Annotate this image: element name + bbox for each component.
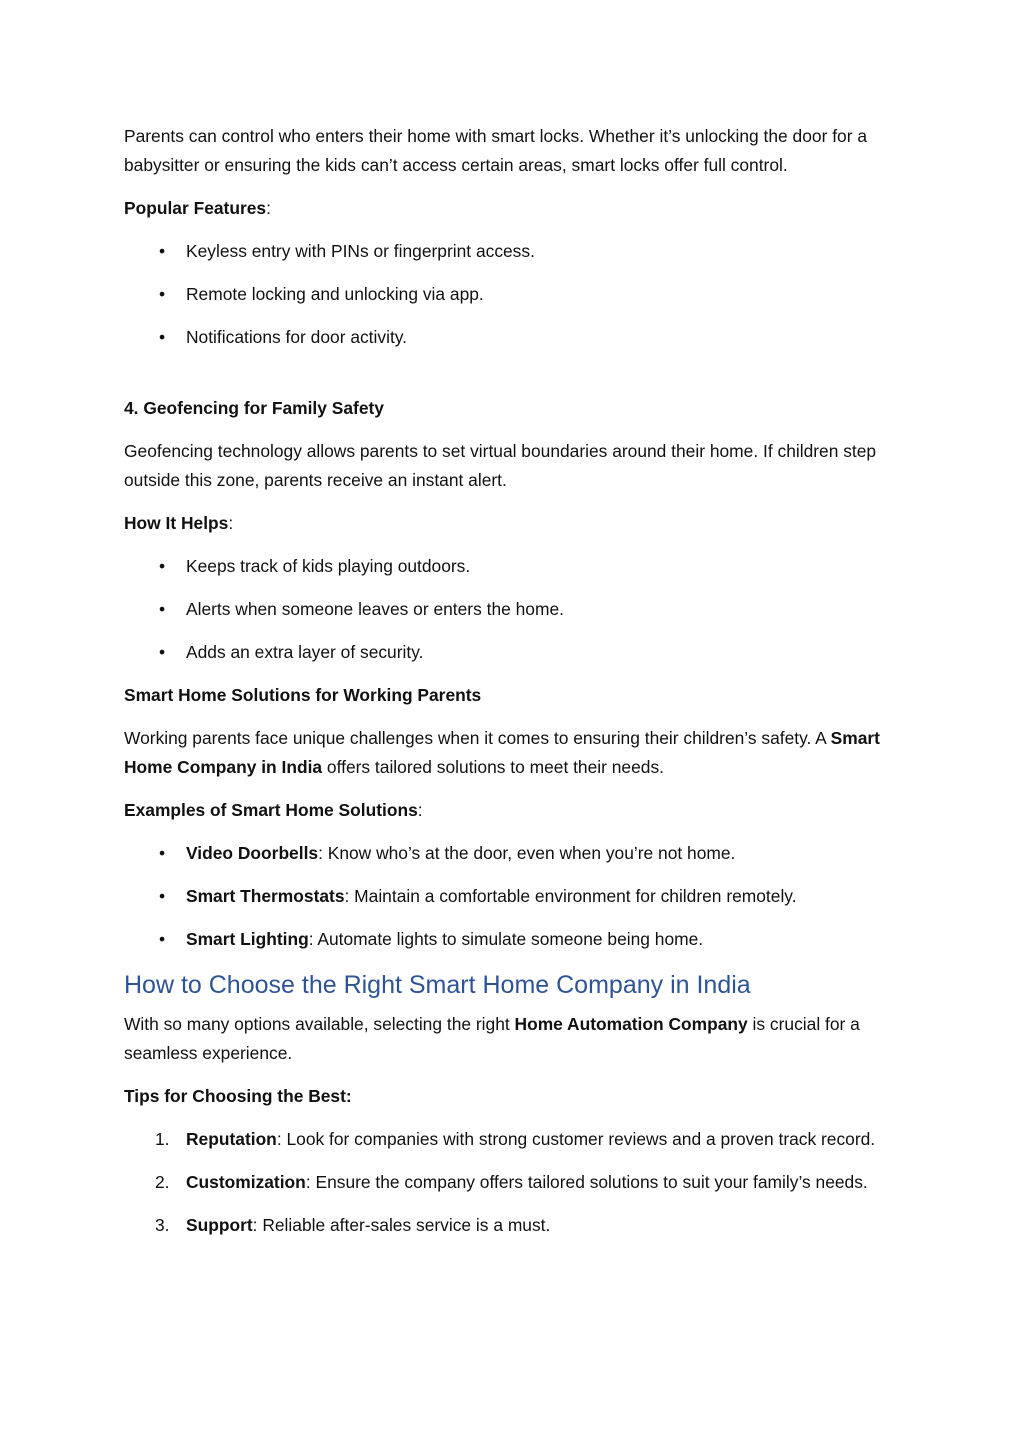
working-parents-heading-text: Smart Home Solutions for Working Parents (124, 685, 482, 705)
list-item-text: Notifications for door activity. (186, 327, 408, 347)
choose-intro-end: is crucial for a seamless experience. (124, 1014, 860, 1063)
list-item (124, 280, 900, 309)
working-parents-intro-start: Working parents face unique challenges when it comes to ensuring their children’s safety. A (124, 728, 831, 748)
how-it-helps-label (124, 509, 900, 538)
geofencing-heading-text: 4. Geofencing for Family Safety (124, 398, 384, 418)
list-item-desc: : Automate lights to simulate someone being home. (308, 929, 704, 949)
bullet-icon: • (158, 241, 166, 261)
list-item (124, 552, 900, 581)
bullet-icon: • (158, 284, 166, 304)
list-item-desc: : Reliable after-sales service is a must. (252, 1215, 551, 1235)
list-item (124, 595, 900, 624)
list-item-term: Customization (186, 1172, 306, 1192)
examples-label-text: Examples of Smart Home Solutions (124, 800, 418, 820)
list-item (124, 1125, 900, 1154)
document-page (124, 122, 900, 1254)
geofencing-heading (124, 394, 900, 423)
bullet-icon: • (158, 642, 166, 662)
list-item (124, 638, 900, 667)
list-item (124, 839, 900, 868)
list-item-number: 2. (155, 1172, 170, 1192)
list-item (124, 882, 900, 911)
smart-locks-intro: Parents can control who enters their home with smart locks. Whether it’s unlocking the door for a babysitter or ensuring the kids can’t access certain areas, smart locks offer full control. (124, 126, 867, 175)
list-item-term: Smart Thermostats (186, 886, 345, 906)
list-item-desc: : Know who’s at the door, even when you’re not home. (318, 843, 736, 863)
bullet-icon: • (158, 556, 166, 576)
working-parents-intro (124, 724, 900, 782)
examples-colon: : (417, 800, 423, 820)
how-it-helps-label-text: How It Helps (124, 513, 229, 533)
list-item-text: Alerts when someone leaves or enters the home. (186, 599, 564, 619)
how-it-helps-colon: : (228, 513, 234, 533)
popular-features-list (124, 237, 900, 352)
list-item (124, 237, 900, 266)
popular-features-label (124, 194, 900, 223)
list-item-term: Support (186, 1215, 253, 1235)
choose-intro-start: With so many options available, selecting the right (124, 1014, 515, 1034)
list-item-number: 1. (155, 1129, 170, 1149)
list-item-text: Remote locking and unlocking via app. (186, 284, 484, 304)
how-it-helps-list (124, 552, 900, 667)
list-item (124, 323, 900, 352)
choose-intro-bold: Home Automation Company (514, 1014, 748, 1034)
list-item-term: Reputation (186, 1129, 277, 1149)
list-item-desc: : Maintain a comfortable environment for children remotely. (344, 886, 797, 906)
list-item (124, 925, 900, 954)
tips-label-text: Tips for Choosing the Best: (124, 1086, 352, 1106)
popular-features-colon: : (266, 198, 271, 218)
examples-label (124, 796, 900, 825)
bullet-icon: • (158, 886, 166, 906)
examples-list (124, 839, 900, 954)
list-item (124, 1211, 900, 1240)
working-parents-intro-bold: Smart Home Company in India (124, 728, 880, 777)
list-item-term: Smart Lighting (186, 929, 309, 949)
tips-label (124, 1082, 900, 1111)
list-item-desc: : Ensure the company offers tailored solutions to suit your family’s needs. (305, 1172, 868, 1192)
popular-features-label-text: Popular Features (124, 198, 267, 218)
tips-list (124, 1125, 900, 1240)
choose-intro (124, 1010, 900, 1068)
bullet-icon: • (158, 843, 166, 863)
section-spacer (124, 366, 900, 394)
list-item-desc: : Look for companies with strong customer reviews and a proven track record. (276, 1129, 876, 1149)
working-parents-heading (124, 681, 900, 710)
list-item-term: Video Doorbells (186, 843, 319, 863)
bullet-icon: • (158, 599, 166, 619)
list-item-text: Keyless entry with PINs or fingerprint access. (186, 241, 535, 261)
list-item (124, 1168, 900, 1197)
list-item-text: Keeps track of kids playing outdoors. (186, 556, 471, 576)
list-item-text: Adds an extra layer of security. (186, 642, 424, 662)
geofencing-intro: Geofencing technology allows parents to set virtual boundaries around their home. If children step outside this zone, parents receive an instant alert. (124, 441, 877, 490)
bullet-icon: • (158, 929, 166, 949)
choose-company-heading: How to Choose the Right Smart Home Company in India (124, 971, 751, 999)
bullet-icon: • (158, 327, 166, 347)
working-parents-intro-end: offers tailored solutions to meet their needs. (322, 757, 664, 777)
list-item-number: 3. (155, 1215, 170, 1235)
